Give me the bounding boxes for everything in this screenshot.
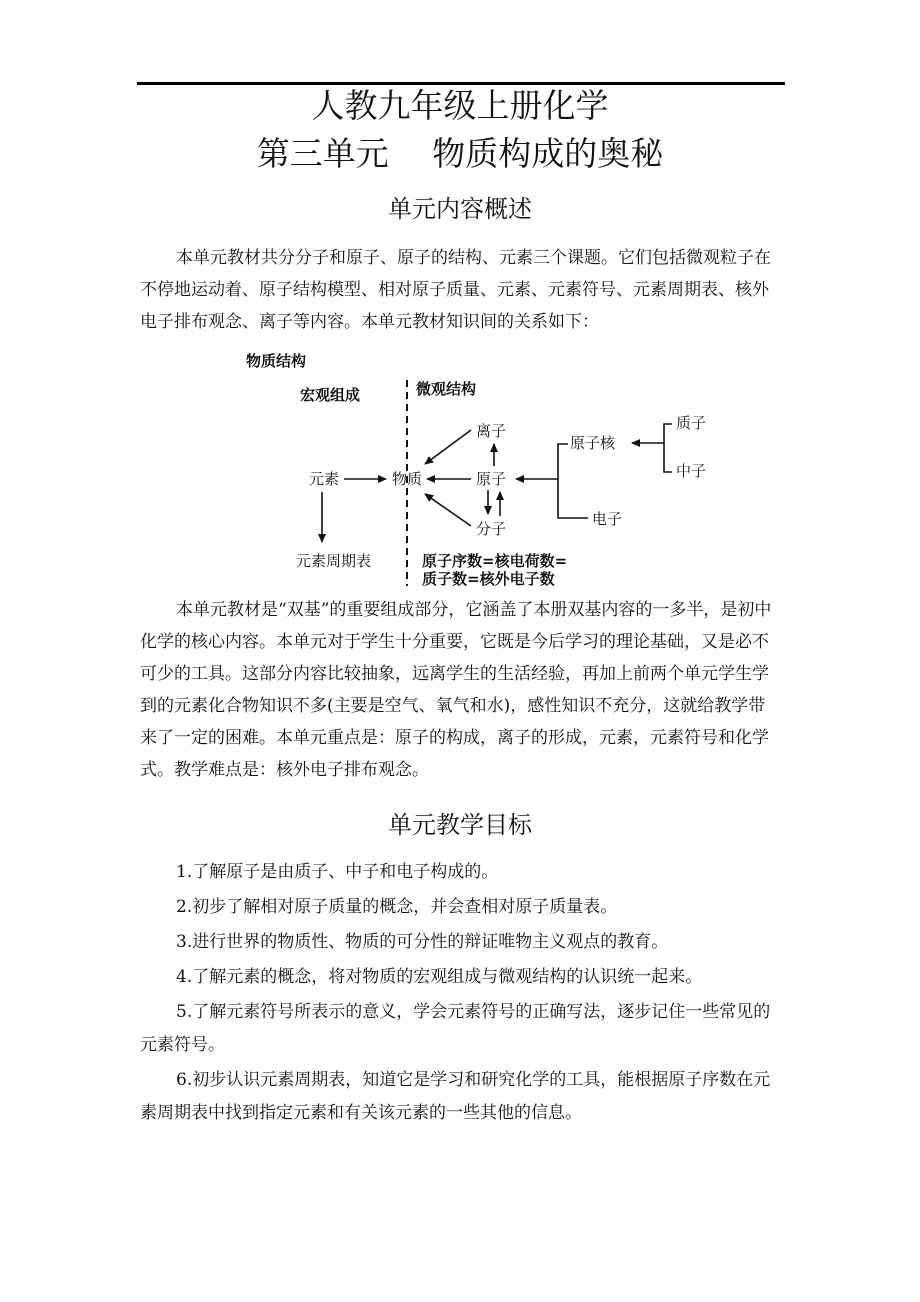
- node-electron: 电子: [592, 510, 623, 528]
- nucleus-composition-bracket: [664, 424, 672, 472]
- node-atom: 原子: [476, 470, 507, 488]
- objective-item: 5.了解元素符号所表示的意义，学会元素符号的正确写法，逐步记住一些常见的元素符号。: [140, 1002, 771, 1055]
- arrow-ion-to-matter: [425, 430, 471, 464]
- arrow-molecule-to-matter: [425, 494, 471, 526]
- section-heading-objectives: 单元教学目标: [388, 811, 532, 839]
- diagram-svg: [240, 344, 740, 592]
- importance-paragraph: [140, 594, 780, 786]
- node-periodic-table: 元素周期表: [296, 552, 372, 570]
- matter-structure-diagram: [240, 344, 740, 592]
- objective-item: 2.初步了解相对原子质量的概念，并会查相对原子质量表。: [176, 897, 618, 917]
- intro-paragraph: [140, 242, 780, 338]
- node-matter: 物质: [392, 470, 423, 488]
- atom-composition-bracket: [558, 444, 588, 518]
- objective-item: 3.进行世界的物质性、物质的可分性的辩证唯物主义观点的教育。: [176, 932, 669, 952]
- importance-text: 本单元教材是“双基”的重要组成部分，它涵盖了本册双基内容的一多半，是初中化学的核心内容。本单元对于学生十分重要，它既是今后学习的理论基础，又是必不可少的工具。这部分内容比较抽象，远离学生的生活经验，再加上前两个单元学生学到的元素化合物知识不多(主要是空气、氧气和水)，感性知识不充分，这就给教学带来了一定的困难。本单元重点是：原子的构成，离子的形成，元素，元素符号和化学式。教学难点是：核外电子排布观念。: [140, 600, 772, 780]
- objectives-list: [140, 856, 780, 1130]
- formula-line1: 原子序数=核电荷数=: [422, 552, 568, 570]
- document-title: 人教九年级上册化学: [311, 86, 609, 125]
- node-proton: 质子: [676, 414, 707, 432]
- objective-item: 1.了解原子是由质子、中子和电子构成的。: [176, 862, 499, 882]
- node-neutron: 中子: [676, 462, 707, 480]
- node-ion: 离子: [476, 422, 507, 440]
- objective-item: 6.初步认识元素周期表，知道它是学习和研究化学的工具，能根据原子序数在元素周期表中找到指定元素和有关该元素的一些其他的信息。: [140, 1070, 771, 1123]
- section-heading-overview: 单元内容概述: [388, 195, 532, 223]
- top-rule: [137, 82, 785, 85]
- formula-line2: 质子数=核外电子数: [422, 570, 555, 588]
- intro-text: 本单元教材共分分子和原子、原子的结构、元素三个课题。它们包括微观粒子在不停地运动着、原子结构模型、相对原子质量、元素、元素符号、元素周期表、核外电子排布观念、离子等内容。本单元教材知识间的关系如下：: [140, 248, 771, 332]
- diagram-title: 物质结构: [246, 352, 307, 370]
- objective-item: 4.了解元素的概念，将对物质的宏观组成与微观结构的认识统一起来。: [176, 967, 703, 987]
- node-molecule: 分子: [476, 520, 507, 538]
- micro-label: 微观结构: [416, 380, 477, 398]
- unit-title: 第三单元 物质构成的奥秘: [256, 134, 664, 173]
- node-nucleus: 原子核: [570, 434, 616, 452]
- node-element: 元素: [309, 470, 340, 488]
- macro-label: 宏观组成: [300, 386, 361, 404]
